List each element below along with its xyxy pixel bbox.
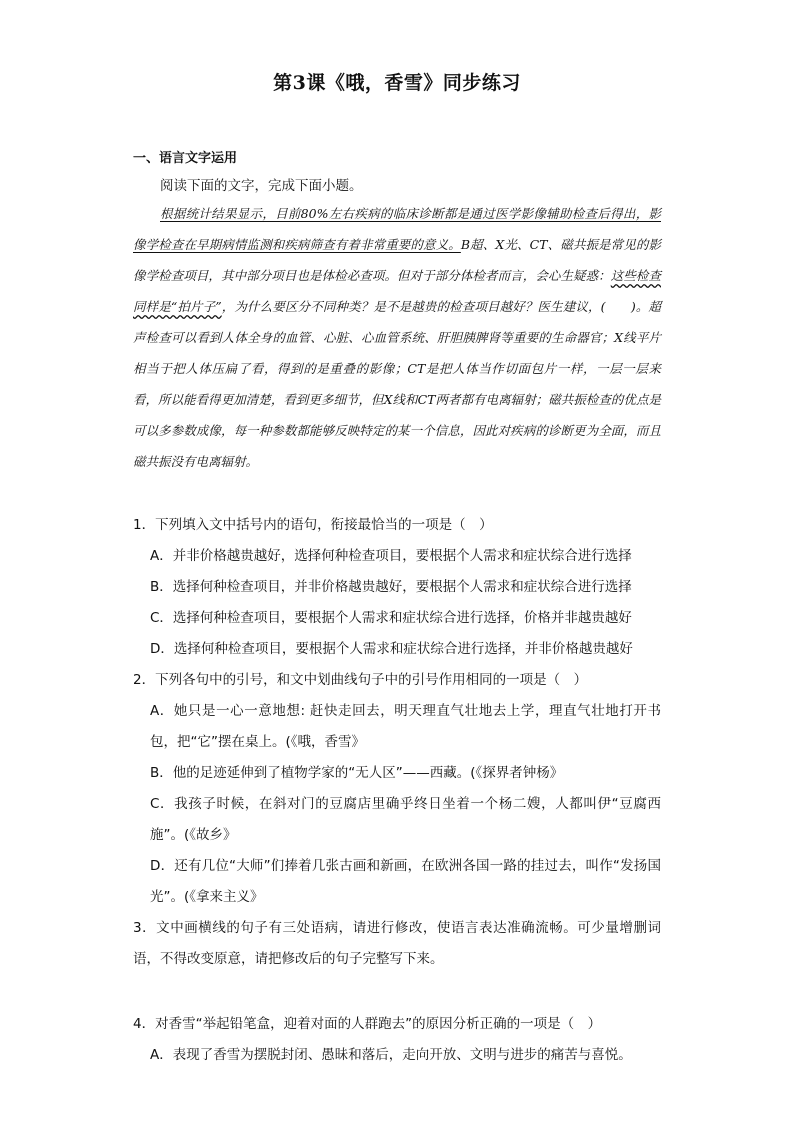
passage-text: B超、X光、CT、磁共振是常见的影像学检查项目，其中部分项目也是体检必查项。但对于部分体检者而言，会心生疑惑： bbox=[133, 237, 661, 283]
reading-passage bbox=[133, 198, 661, 477]
question-2-option-b: B．他的足迹延伸到了植物学家的“无人区”——西藏。(《探界者钟杨》 bbox=[150, 765, 564, 781]
question-1-option-c: C．选择何种检查项目，要根据个人需求和症状综合进行选择，价格并非越贵越好 bbox=[150, 610, 632, 626]
question-1-option-b: B．选择何种检查项目，并非价格越贵越好，要根据个人需求和症状综合进行选择 bbox=[150, 579, 632, 595]
question-4-option-a: A．表现了香雪为摆脱封闭、愚昧和落后，走向开放、文明与进步的痛苦与喜悦。 bbox=[150, 1047, 632, 1063]
question-2-option-c: C．我孩子时候，在斜对门的豆腐店里确乎终日坐着一个杨二嫂，人都叫伊“豆腐西施”。(《故乡》 bbox=[150, 796, 661, 843]
section-heading: 一、语言文字运用 bbox=[133, 151, 238, 166]
reading-instruction: 阅读下面的文字，完成下面小题。 bbox=[160, 178, 363, 194]
question-1-option-d: D．选择何种检查项目，要根据个人需求和症状综合进行选择，并非价格越贵越好 bbox=[150, 641, 633, 657]
question-2-stem: 2．下列各句中的引号，和文中划曲线句子中的引号作用相同的一项是（ ） bbox=[133, 672, 588, 688]
passage-underlined-sentence: 根据统计结果显示，目前80%左右疾病的临床诊断都是通过医学影像辅助检查后得出，影像学检查在早期病情监测和疾病筛查有着非常重要的意义。 bbox=[133, 206, 661, 252]
question-1-option-a: A．并非价格越贵越好，选择何种检查项目，要根据个人需求和症状综合进行选择 bbox=[150, 548, 632, 564]
question-2-option-d: D．还有几位“大师”们捧着几张古画和新画，在欧洲各国一路的挂过去，叫作“发扬国光”。(《拿来主义》 bbox=[150, 858, 661, 905]
question-1-stem: 1．下列填入文中括号内的语句，衔接最恰当的一项是（ ） bbox=[133, 517, 493, 533]
question-2-option-a: A．她只是一心一意地想: 赶快走回去，明天理直气壮地去上学，理直气壮地打开书包，把“它”摆在桌上。(《哦，香雪》 bbox=[150, 703, 661, 750]
question-3-stem: 3．文中画横线的句子有三处语病，请进行修改，使语言表达准确流畅。可少量增删词语，不得改变原意，请把修改后的句子完整写下来。 bbox=[133, 920, 661, 967]
page-title: 第3课《哦，香雪》同步练习 bbox=[273, 72, 521, 94]
question-4-stem: 4．对香雪“举起铅笔盒，迎着对面的人群跑去”的原因分析正确的一项是（ ） bbox=[133, 1016, 602, 1032]
passage-wavy-sentence: 这些检查同样是“拍片子” bbox=[133, 268, 661, 314]
passage-text-continued: ，为什么要区分不同种类？是不是越贵的检查项目越好？医生建议，( )。超声检查可以看到人体全身的血管、心脏、心血管系统、肝胆胰脾肾等重要的生命器官；X线平片相当于把人体压扁了看，得到的是重叠的影像；CT是把人体当作切面包片一样，一层一层来看，所以能看得更加清楚，看到更多细节，但X线和CT两者都有电离辐射；磁共振检查的优点是可以多参数成像，每一种参数都能够反映特定的某一个信息，因此对疾病的诊断更为全面，而且磁共振没有电离辐射。 bbox=[133, 299, 661, 469]
